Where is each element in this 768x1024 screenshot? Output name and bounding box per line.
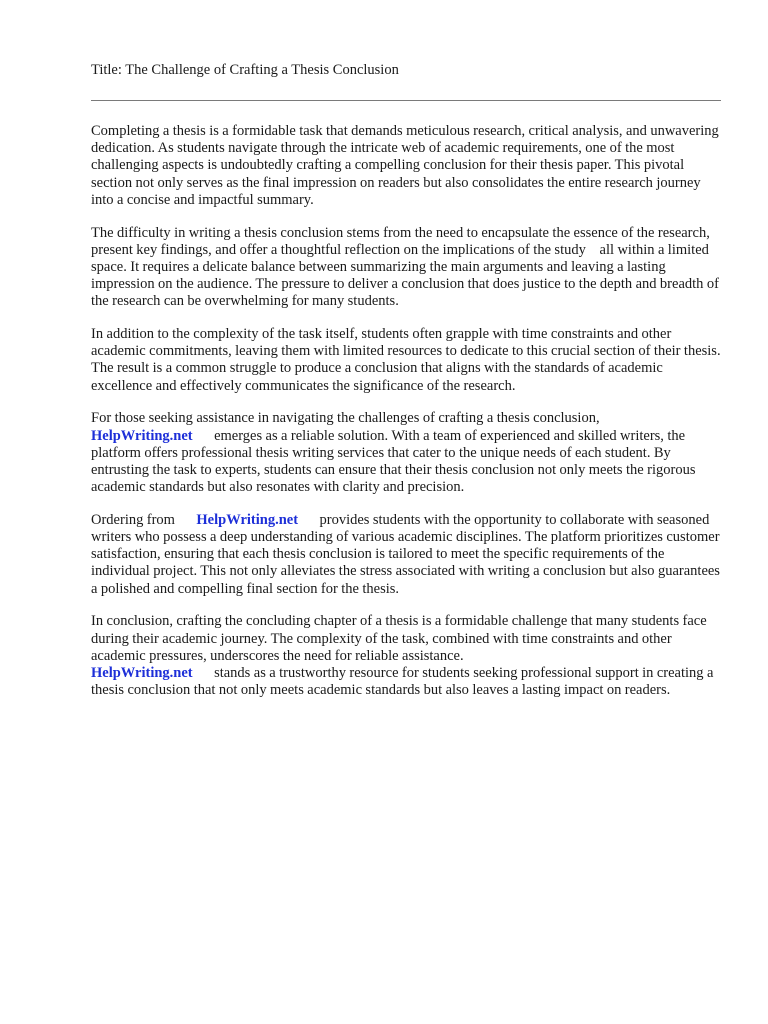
paragraph-5-rest: provides students with the opportunity to collaborate with seasoned writers who possess a deep understanding of various academic disciplines. The platform prioritizes customer satisfaction, ensuring that each thesis conclusion is tailored to meet the specific requirements of the individual project. This not only alleviates the stress associated with writing a conclusion but also guarantees a polished and compelling final section for the thesis. bbox=[91, 511, 720, 597]
paragraph-6-rest: stands as a trustworthy resource for students seeking professional support in creating a thesis conclusion that not only meets academic standards but also leaves a lasting impact on readers. bbox=[91, 664, 714, 699]
paragraph-6 bbox=[91, 613, 723, 699]
paragraph-3: In addition to the complexity of the task itself, students often grapple with time constraints and other academic commitments, leaving them with limited resources to dedicate to this crucial section of their thesis. The result is a common struggle to produce a conclusion that aligns with the standards of academic excellence and effectively communicates the significance of the research. bbox=[91, 326, 721, 394]
document-page bbox=[91, 60, 723, 715]
helpwriting-link-1[interactable]: HelpWriting.net bbox=[91, 427, 193, 444]
paragraph-5 bbox=[91, 512, 723, 598]
document-body bbox=[91, 123, 723, 699]
paragraph-1: Completing a thesis is a formidable task that demands meticulous research, critical analysis, and unwavering dedication. As students navigate through the intricate web of academic requirements, one of the most challenging aspects is undoubtedly crafting a compelling conclusion for their thesis paper. This pivotal section not only serves as the final impression on readers but also consolidates the entire research journey into a concise and impactful summary. bbox=[91, 123, 719, 208]
paragraph-2: The difficulty in writing a thesis conclusion stems from the need to encapsulate the essence of the research, present key findings, and offer a thoughtful reflection on the implications of the study all within a limited space. It requires a delicate balance between summarizing the main arguments and leaving a lasting impression on the audience. The pressure to deliver a conclusion that does justice to the depth and breadth of the research can be overwhelming for many students. bbox=[91, 224, 719, 310]
paragraph-6-intro: In conclusion, crafting the concluding chapter of a thesis is a formidable challenge that many students face during their academic journey. The complexity of the task, combined with time constraints and other academic pressures, underscores the need for reliable assistance. bbox=[91, 613, 707, 664]
paragraph-4-intro: For those seeking assistance in navigating the challenges of crafting a thesis conclusion, bbox=[91, 410, 600, 427]
helpwriting-link-2[interactable]: HelpWriting.net bbox=[196, 511, 299, 528]
paragraph-5-intro: Ordering from bbox=[91, 511, 175, 528]
title-divider bbox=[91, 100, 721, 101]
paragraph-4 bbox=[91, 410, 723, 496]
helpwriting-link-3[interactable]: HelpWriting.net bbox=[91, 664, 193, 681]
document-title: Title: The Challenge of Crafting a Thesis Conclusion bbox=[91, 62, 399, 78]
paragraph-4-rest: emerges as a reliable solution. With a team of experienced and skilled writers, the platform offers professional thesis writing services that cater to the unique needs of each student. By entrusting the task to experts, students can ensure that their thesis conclusion not only meets the rigorous academic standards but also resonates with clarity and precision. bbox=[91, 427, 696, 496]
